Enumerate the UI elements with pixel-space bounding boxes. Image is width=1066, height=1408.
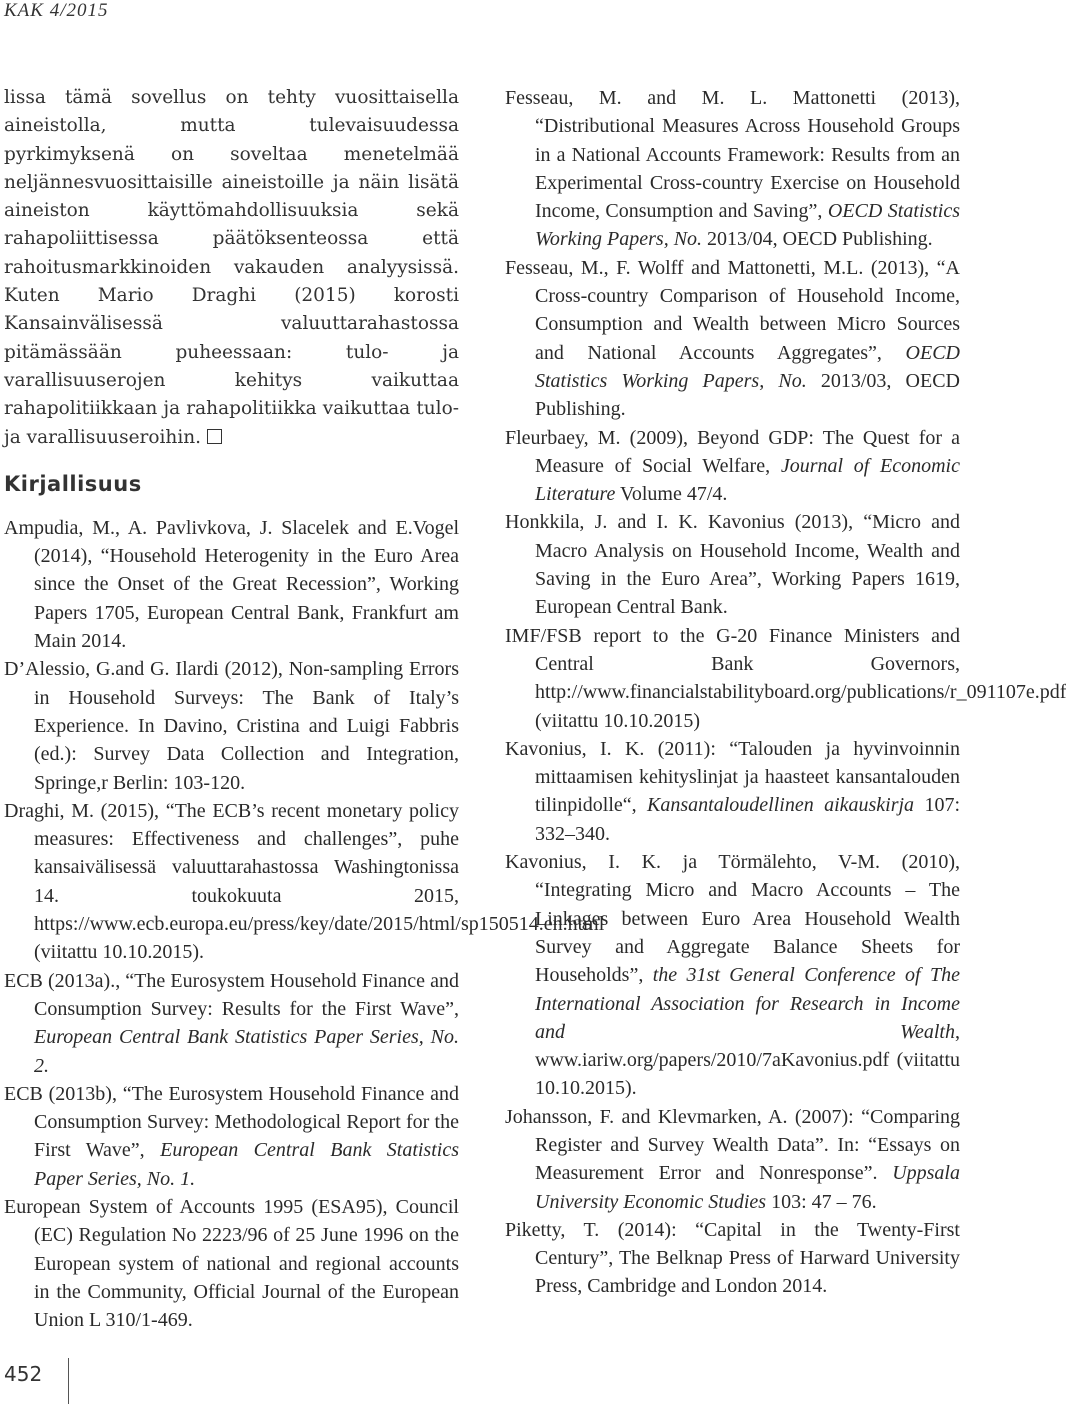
reference-text: Johansson, F. and Klevmarken, A. (2007): “Comparing Register and Survey Wealth Data”. In: “Essays on Measurement Error and Nonresponse”. [505,1105,960,1185]
reference-entry [4,967,459,1080]
reference-list-right [505,84,1066,1301]
reference-entry [505,1216,960,1301]
reference-text: European System of Accounts 1995 (ESA95), Council (EC) Regulation No 2223/96 of 25 June 1996 on the European system of national and regional accounts in the Community, Official Journal of the European Union L 310/1-469. [4,1195,459,1332]
reference-entry [4,1193,459,1334]
reference-entry [4,655,459,796]
journal-header: KAK 4/2015 [4,0,109,21]
reference-italic: European Central Bank Statistics Paper Series, No. 2. [34,1026,459,1077]
reference-italic: European Central Bank Statistics Paper Series, No. 1. [34,1139,459,1190]
reference-text: Draghi, M. (2015), “The ECB’s recent monetary policy measures: Effectiveness and challenges”, puhe kansaivälisessä valuuttarahastossa Washingtonissa 14. toukokuuta 2015, https://www.ecb.europa.eu/press/key/date/2015/html/sp150514.en.html (viitattu 10.10.2015). [4,799,605,964]
reference-text: Piketty, T. (2014): “Capital in the Twenty-First Century”, The Belknap Press of Harward University Press, Cambridge and London 2014. [505,1218,960,1298]
reference-entry [505,84,960,254]
end-of-article-icon [207,429,222,444]
reference-entry [4,1080,459,1193]
reference-text: Fleurbaey, M. (2009), Beyond GDP: The Quest for a Measure of Social Welfare, [505,426,960,477]
reference-text: Honkkila, J. and I. K. Kavonius (2013), “Micro and Macro Analysis on Household Income, Wealth and Saving in the Euro Area”, Working Papers 1619, European Central Bank. [505,511,960,619]
reference-italic: Uppsala University Economic Studies [535,1162,960,1213]
reference-text: Fesseau, M. and M. L. Mattonetti (2013), “Distributional Measures Across Household Groups in a National Accounts Framework: Results from an Experimental Cross-country Exercise on Household Income, Consumption and Saving”, [505,87,960,223]
reference-text: IMF/FSB report to the G-20 Finance Ministers and Central Bank Governors, http://www.financialstabilityboard.org/publications/r_091107e.pdf (viitattu 10.10.2015) [505,624,1066,732]
body-paragraph [4,84,459,452]
reference-text: D’Alessio, G.and G. Ilardi (2012), Non-sampling Errors in Household Surveys: The Bank of Italy’s Experience. In Davino, Cristina and Luigi Fabbris (ed.): Survey Data Collection and Integration, Springe,r Berlin: 103-120. [4,658,459,794]
reference-entry [505,735,960,848]
page-number: 452 [4,1362,43,1386]
reference-list-left [4,514,605,1335]
reference-entry [505,622,1066,735]
reference-entry [505,508,960,621]
reference-text: Fesseau, M., F. Wolff and Mattonetti, M.L. (2013), “A Cross-country Comparison of Household Income, Consumption and Wealth between Micro Sources and National Accounts Aggregates”, [505,256,960,364]
reference-text: 103: 47 – 76. [766,1190,877,1213]
reference-italic: Journal of Economic Literature [535,454,960,506]
reference-italic: OECD Statistics Working Papers, No. [535,341,960,392]
reference-text: ECB (2013b), “The Eurosystem Household Finance and Consumption Survey: Methodological Report for the First Wave”, [4,1082,459,1162]
reference-entry [505,848,960,1103]
body-paragraph-text: lissa tämä sovellus on tehty vuosittaisella aineistolla, mutta tulevaisuudessa pyrkimyksenä on soveltaa menetelmää neljännesvuosittaisille aineistoille ja näin lisätä aineiston käyttömahdollisuuksia sekä rahapoliittisessa päätöksenteossa että rahoitusmarkkinoiden vakauden analyysissä. Kuten Mario Draghi (2015) korosti Kansainvälisessä valuuttarahastossa pitämässään puheessaan: tulo- ja varallisuuserojen kehitys vaikuttaa rahapolitiikkaan ja rahapolitiikka vaikuttaa tulo- ja varallisuuseroihin. [4,87,459,448]
reference-entry [4,797,605,967]
reference-text: Volume 47/4. [615,483,728,506]
page-number-rule [68,1358,69,1404]
reference-text: 107: 332–340. [535,794,960,845]
reference-italic: OECD Statistics Working Papers, No. [535,200,960,251]
reference-text: Ampudia, M., A. Pavlivkova, J. Slacelek and E.Vogel (2014), “Household Heterogenity in the Euro Area since the Onset of the Great Recession”, Working Papers 1705, European Central Bank, Frankfurt am Main 2014. [4,516,459,653]
reference-entry [505,424,960,509]
reference-text: 2013/04, OECD Publishing. [702,228,933,251]
reference-text: , www.iariw.org/papers/2010/7aKavonius.pdf (viitattu 10.10.2015). [535,1020,960,1100]
right-column [505,84,1066,1301]
reference-text: ECB (2013a)., “The Eurosystem Household Finance and Consumption Survey: Results for the First Wave”, [4,969,459,1020]
reference-text: 2013/03, OECD Publishing. [535,369,960,421]
reference-italic: the 31st General Conference of The International Association for Research in Income and Wealth [535,964,960,1043]
reference-text: Kavonius, I. K. ja Törmälehto, V-M. (2010), “Integrating Micro and Macro Accounts – The Linkages between Euro Area Household Wealth Survey and Aggregate Balance Sheets for Households”, [505,851,960,987]
left-column [4,84,605,1334]
reference-text: Kavonius, I. K. (2011): “Talouden ja hyvinvoinnin mittaamisen kehityslinjat ja haasteet kansantalouden tilinpidolle“, [505,737,960,817]
reference-entry [505,1103,960,1216]
reference-italic: Kansantaloudellinen aikauskirja [647,794,915,817]
reference-entry [505,254,960,424]
reference-entry [4,514,459,655]
references-heading: Kirjallisuus [4,471,142,496]
